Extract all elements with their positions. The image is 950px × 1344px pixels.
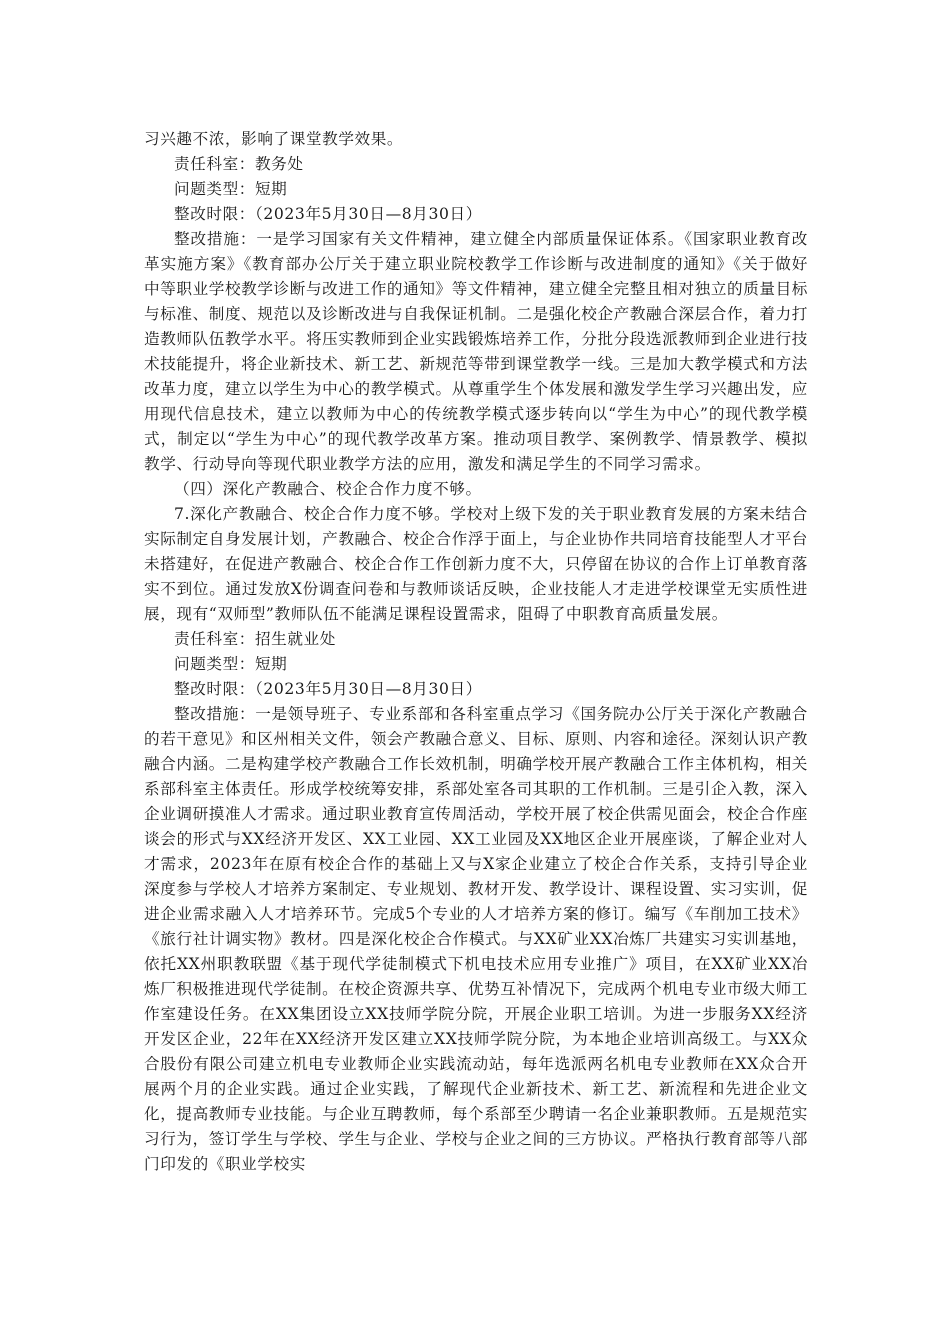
responsible-office-1: 责任科室：教务处 xyxy=(174,155,304,173)
document-body xyxy=(144,127,808,1177)
responsible-office-2: 责任科室：招生就业处 xyxy=(174,630,336,648)
paragraph-continuation: 习兴趣不浓，影响了课堂教学效果。 xyxy=(144,130,404,148)
issue-type-1: 问题类型：短期 xyxy=(174,180,288,198)
deadline-1: 整改时限：（2023年5月30日—8月30日） xyxy=(174,205,482,223)
section-heading-4: （四）深化产教融合、校企合作力度不够。 xyxy=(174,480,482,498)
issue-7-description: 7.深化产教融合、校企合作力度不够。学校对上级下发的关于职业教育发展的方案未结合实际制定自身发展计划，产教融合、校企合作浮于面上，与企业协作共同培育技能型人才平台未搭建好，在促进产教融合、校企合作工作创新力度不大，只停留在协议的合作上订单教育落实不到位。通过发放X份调查问卷和与教师谈话反映，企业技能人才走进学校课堂无实质性进展，现有“双师型”教师队伍不能满足课程设置需求，阻碍了中职教育高质量发展。 xyxy=(144,505,808,623)
measures-2: 整改措施：一是领导班子、专业系部和各科室重点学习《国务院办公厅关于深化产教融合的若干意见》和区州相关文件，领会产教融合意义、目标、原则、内容和途径。深刻认识产教融合内涵。二是构建学校产教融合工作长效机制，明确学校开展产教融合工作主体机构，相关系部科室主体责任。形成学校统筹安排，系部处室各司其职的工作机制。三是引企入教，深入企业调研摸准人才需求。通过职业教育宣传周活动，学校开展了校企供需见面会，校企合作座谈会的形式与XX经济开发区、XX工业园、XX工业园及XX地区企业开展座谈，了解企业对人才需求，2023年在原有校企合作的基础上又与X家企业建立了校企合作关系，支持引导企业深度参与学校人才培养方案制定、专业规划、教材开发、教学设计、课程设置、实习实训，促进企业需求融入人才培养环节。完成5个专业的人才培养方案的修订。编写《车削加工技术》《旅行社计调实物》教材。四是深化校企合作模式。与XX矿业XX冶炼厂共建实习实训基地，依托XX州职教联盟《基于现代学徒制模式下机电技术应用专业推广》项目，在XX矿业XX冶炼厂积极推进现代学徒制。在校企资源共享、优势互补情况下，完成两个机电专业市级大师工作室建设任务。在XX集团设立XX技师学院分院，开展企业职工培训。为进一步服务XX经济开发区企业，22年在XX经济开发区建立XX技师学院分院，为本地企业培训高级工。与XX众合股份有限公司建立机电专业教师企业实践流动站，每年选派两名机电专业教师在XX众合开展两个月的企业实践。通过企业实践，了解现代企业新技术、新工艺、新流程和先进企业文化，提高教师专业技能。与企业互聘教师，每个系部至少聘请一名企业兼职教师。五是规范实习行为，签订学生与学校、学生与企业、学校与企业之间的三方协议。严格执行教育部等八部门印发的《职业学校实 xyxy=(144,705,808,1173)
issue-type-2: 问题类型：短期 xyxy=(174,655,288,673)
deadline-2: 整改时限：（2023年5月30日—8月30日） xyxy=(174,680,482,698)
measures-1: 整改措施：一是学习国家有关文件精神，建立健全内部质量保证体系。《国家职业教育改革实施方案》《教育部办公厅关于建立职业院校教学工作诊断与改进制度的通知》《关于做好中等职业学校教学诊断与改进工作的通知》等文件精神，建立健全完整且相对独立的质量目标与标准、制度、规范以及诊断改进与自我保证机制。二是强化校企产教融合深层合作，着力打造教师队伍教学水平。将压实教师到企业实践锻炼培养工作，分批分段选派教师到企业进行技术技能提升，将企业新技术、新工艺、新规范等带到课堂教学一线。三是加大教学模式和方法改革力度，建立以学生为中心的教学模式。从尊重学生个体发展和激发学生学习兴趣出发，应用现代信息技术，建立以教师为中心的传统教学模式逐步转向以“学生为中心”的现代教学模式，制定以“学生为中心”的现代教学改革方案。推动项目教学、案例教学、情景教学、模拟教学、行动导向等现代职业教学方法的应用，激发和满足学生的不同学习需求。 xyxy=(144,230,808,473)
